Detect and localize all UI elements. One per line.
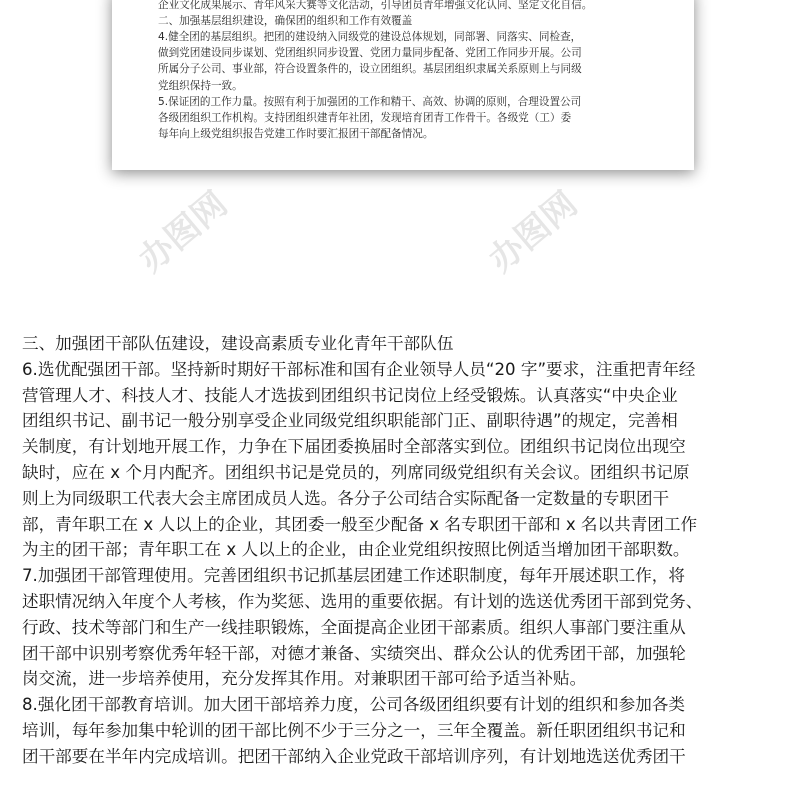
preview-line: 党组织保持一致。 — [158, 79, 243, 92]
body-line: 营管理人才、科技人才、技能人才选拔到团组织书记岗位上经受锻炼。认真落实“中央企业 — [22, 385, 678, 405]
body-line: 团组织书记、副书记一般分别享受企业同级党组织职能部门正、副职待遇”的规定，完善相 — [22, 411, 678, 431]
body-line: 则上为同级职工代表大会主席团成员人选。各分子公司结合实际配备一定数量的专职团干 — [22, 488, 670, 508]
watermark-left: 办图网 — [131, 184, 236, 281]
preview-line: 5.保证团的工作力量。按照有利于加强团的工作和精干、高效、协调的原则，合理设置公司 — [158, 95, 582, 108]
preview-line: 做到党团建设同步谋划、党团组织同步设置、党团力量同步配备、党团工作同步开展。公司 — [158, 47, 582, 60]
body-line: 8.强化团干部教育培训。加大团干部培养力度，公司各级团组织要有计划的组织和参加各类 — [22, 695, 685, 715]
preview-line: 企业文化成果展示、青年风采大赛等文化活动，引导团员青年增强文化认同、坚定文化自信。 — [158, 0, 593, 12]
preview-section-heading: 二、加强基层组织建设，确保团的组织和工作有效覆盖 — [158, 15, 413, 28]
body-line: 培训，每年参加集中轮训的团干部比例不少于三分之一，三年全覆盖。新任职团组织书记和 — [22, 720, 686, 740]
body-line: 岗交流，进一步培养使用，充分发挥其作用。对兼职团干部可给予适当补贴。 — [22, 669, 587, 689]
body-line: 6.选优配强团干部。坚持新时期好干部标准和国有企业领导人员“20 字”要求，注重把青年经 — [22, 359, 696, 379]
preview-text-block — [158, 0, 654, 142]
body-line: 关制度，有计划地开展工作，力争在下届团委换届时全部落实到位。团组织书记岗位出现空 — [22, 437, 686, 457]
body-line: 团干部中识别考察优秀年轻干部，对德才兼备、实绩突出、群众公认的优秀团干部，加强轮 — [22, 643, 686, 663]
document-preview-card — [112, 0, 694, 170]
body-line: 团干部要在半年内完成培训。把团干部纳入企业党政干部培训序列，有计划地选送优秀团干 — [22, 746, 686, 766]
section-heading: 三、加强团干部队伍建设，建设高素质专业化青年干部队伍 — [22, 334, 454, 353]
body-line: 7.加强团干部管理使用。完善团组织书记抓基层团建工作述职制度，每年开展述职工作，将 — [22, 566, 685, 586]
preview-line: 各级团组织工作机构。支持团组织建青年社团，发现培育团青工作骨干。各级党（工）委 — [158, 111, 572, 124]
body-line: 为主的团干部；青年职工在 x 人以上的企业，由企业党组织按照比例适当增加团干部职数。 — [22, 540, 690, 560]
watermark-right: 办图网 — [481, 184, 586, 281]
preview-line: 所属分子公司、事业部，符合设置条件的，设立团组织。基层团组织隶属关系原则上与同级 — [158, 63, 582, 76]
body-line: 缺时，应在 x 个月内配齐。团组织书记是党员的，列席同级党组织有关会议。团组织书记原 — [22, 462, 690, 482]
body-line: 行政、技术等部门和生产一线挂职锻炼，全面提高企业团干部素质。组织人事部门要注重从 — [22, 617, 686, 637]
preview-line: 每年向上级党组织报告党建工作时要汇报团干部配备情况。 — [158, 127, 434, 140]
preview-line: 4.健全团的基层组织。把团的建设纳入同级党的建设总体规划，同部署、同落实、同检查， — [158, 31, 582, 44]
document-body — [22, 331, 782, 770]
body-line: 部，青年职工在 x 人以上的企业，其团委一般至少配备 x 名专职团干部和 x 名以共青团工作 — [22, 514, 698, 534]
body-line: 述职情况纳入年度个人考核，作为奖惩、选用的重要依据。有计划的选送优秀团干部到党务、 — [22, 591, 703, 611]
